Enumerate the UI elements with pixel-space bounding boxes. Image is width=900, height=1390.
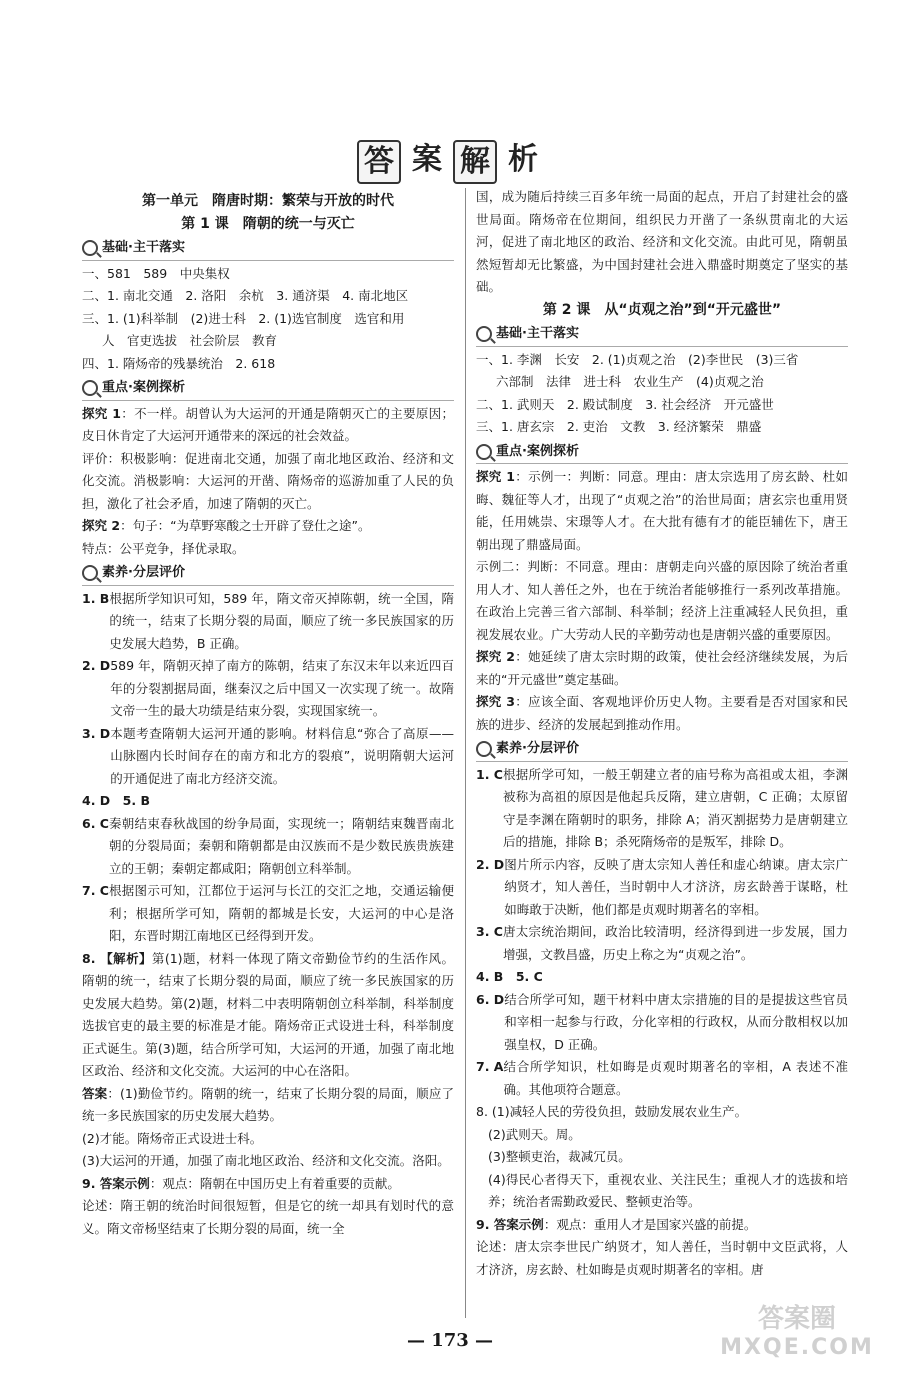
search-icon [82,380,98,396]
answer-item [82,655,454,723]
answer-text: 结合所学可知，题干材料中唐太宗措施的目的是提拔这些官员和宰相一起参与行政，分化宰相的行政权，从而分散相权以加强皇权，D 正确。 [504,991,848,1052]
explore-paragraph [476,646,848,691]
answer-label: 9. 答案示例 [476,1216,544,1232]
search-icon [82,565,98,581]
answer-item [476,921,848,966]
continued-paragraph: 国，成为随后持续三百多年统一局面的起点，开启了封建社会的盛世局面。隋炀帝在位期间，组织民力开凿了一条纵贯南北的大运河，促进了南北地区的政治、经济和文化交流。由此可见，隋朝虽然短暂却无比繁盛，为中国封建社会进入鼎盛时期奠定了坚实的基础。 [476,189,848,294]
answer-label: 9. 答案示例 [82,1175,150,1191]
section-label: 基础·主干落实 [496,326,579,341]
answer-number: 4. B 5. C [476,969,543,984]
explore-text: ：示例一：判断：同意。理由：唐太宗选用了房玄龄、杜如晦、魏征等人才，出现了“贞观之治”的治世局面；唐玄宗也重用贤能，任用姚崇、宋璟等人才。在大批有德有才的能臣辅佐下，唐王朝出现了鼎盛局面。 [476,469,848,552]
right-column [476,186,848,1281]
section-header-quality [476,738,848,762]
basic-line: 一、1. 李渊 长安 2. (1)贞观之治 (2)李世民 (3)三省 [476,351,799,367]
answer-text: (3)整顿吏治，裁减冗员。 [488,1149,631,1164]
basic-line: 六部制 法律 进士科 农业生产 (4)贞观之治 [496,374,764,389]
answer-number: 3. D [82,725,111,741]
explore-text: ：应该全面、客观地评价历史人物。主要看是否对国家和民族的进步、经济的发展起到推动作用。 [476,694,848,732]
explore-text: ：不一样。胡曾认为大运河的开通是隋朝灭亡的主要原因；皮日休肯定了大运河开通带来的深远的社会效益。 [82,405,454,443]
unit-title: 第一单元 隋唐时期：繁荣与开放的时代 [142,193,394,209]
section-header-basic [82,237,454,261]
lesson-title: 第 1 课 隋朝的统一与灭亡 [181,215,355,232]
basic-line: 三、1. (1)科举制 (2)进士科 2. (1)选官制度 选官和用 [82,310,405,326]
explore-label: 探究 1 [476,469,515,484]
answer-number: 8. 【解析】 [82,950,152,966]
evaluation-paragraph: 评价：积极影响：促进南北交通，加强了南北地区政治、经济和文化交流。消极影响：大运河的开凿、隋炀帝的巡游加重了人民的负担，激化了社会矛盾，加速了隋朝的灭亡。 [82,450,454,511]
basic-line: 一、581 589 中央集权 [82,265,230,281]
answer-text: 秦朝结束春秋战国的纷争局面，实现统一；隋朝结束魏晋南北朝的分裂局面；秦朝和隋朝都是由汉族而不是少数民族贵族建立的王朝；秦朝定都咸阳；隋朝创立科举制。 [108,815,454,876]
explore-label: 探究 1 [82,405,121,421]
answer-item [82,1083,454,1128]
answer-number: 7. A [476,1059,504,1074]
section-label: 素养·分层评价 [496,741,579,756]
explore-label: 探究 2 [476,649,515,664]
answer-text: 8. (1)减轻人民的劳役负担，鼓励发展农业生产。 [476,1104,748,1119]
search-icon [476,741,492,757]
answer-text: (2)才能。隋炀帝正式设进士科。 [82,1130,263,1146]
answer-item [82,1173,454,1196]
title-char: 案 [412,142,442,177]
answer-item [476,1214,848,1237]
answer-item [476,989,848,1057]
explore-paragraph [476,691,848,736]
page-number: — 173 — [406,1330,494,1351]
explore-paragraph [82,403,454,448]
answer-number: 6. C [82,815,109,831]
answer-item [476,1056,848,1101]
section-label: 素养·分层评价 [102,565,185,580]
answer-text: 论述：唐太宗李世民广纳贤才，知人善任，当时朝中文臣武将，人才济济，房玄龄、杜如晦是贞观时期著名的宰相。唐 [476,1239,848,1277]
answer-number: 4. D 5. B [82,793,150,808]
watermark-url: MXQE.COM [720,1335,874,1360]
watermark-logo [712,1298,882,1378]
answer-number: 2. D [82,658,111,673]
search-icon [82,240,98,256]
answer-text: 根据所学可知，一般王朝建立者的庙号称为高祖或太祖，李渊被称为高祖的原因是他起兵反隋，建立唐朝，C 正确；太原留守是李渊在隋朝时的职务，排除 A；消灭割据势力是唐朝建立后的措施，排除 B；杀死隋炀帝的是叛军，排除 D。 [502,766,848,849]
answer-text: 唐太宗统治期间，政治比较清明，经济得到进一步发展，国力增强，文教昌盛，历史上称之为“贞观之治”。 [502,924,848,962]
explore-label: 探究 3 [476,694,515,709]
explore-label: 探究 2 [82,518,121,533]
answer-text: 本题考查隋朝大运河开通的影响。材料信息“弥合了高原——山脉圈内长时间存在的南方和北方的裂痕”，说明隋朝大运河的开通促进了南北方经济交流。 [110,725,454,786]
explore-text: ：她延续了唐太宗时期的政策，使社会经济继续发展，为后来的“开元盛世”奠定基础。 [476,649,848,687]
answer-item [82,813,454,881]
explore-paragraph [476,466,848,556]
answer-text: 结合所学知识，杜如晦是贞观时期著名的宰相，A 表述不准确。其他项符合题意。 [503,1059,848,1097]
section-header-focus [82,377,454,401]
explore-text: ：句子：“为草野寒酸之士开辟了登仕之途”。 [120,518,371,533]
basic-line: 三、1. 唐玄宗 2. 吏治 文教 3. 经济繁荣 鼎盛 [476,419,762,434]
answer-item [82,588,454,656]
section-label: 重点·案例探析 [102,380,185,395]
search-icon [476,326,492,342]
section-header-focus [476,441,848,465]
explore-paragraph [82,515,454,538]
answer-number: 3. C [476,924,503,939]
title-char: 答 [357,140,401,184]
basic-line: 二、1. 武则天 2. 殿试制度 3. 社会经济 开元盛世 [476,396,774,412]
answer-text: ：(1)勤俭节约。隋朝的统一，结束了长期分裂的局面，顺应了统一多民族国家的历史发展大趋势。 [82,1085,454,1123]
section-header-quality [82,562,454,586]
basic-line: 人 官吏选拔 社会阶层 教育 [102,333,278,348]
answer-item [82,723,454,791]
answer-text: ：观点：重用人才是国家兴盛的前提。 [543,1216,757,1232]
lesson-title: 第 2 课 从“贞观之治”到“开元盛世” [542,301,782,318]
answer-text: 图片所示内容，反映了唐太宗知人善任和虚心纳谏。唐太宗广纳贤才，知人善任，当时朝中人才济济，房玄龄善于谋略，杜如晦敢于决断，他们都是贞观时期著名的宰相。 [504,856,848,917]
answer-text: (3)大运河的开通，加强了南北地区政治、经济和文化交流。洛阳。 [82,1153,450,1168]
section-label: 重点·案例探析 [496,443,579,459]
answer-text: (4)得民心者得天下，重视农业、关注民生；重视人才的选拔和培养；统治者需勤政爱民、整顿吏治等。 [488,1171,848,1209]
answer-item [476,764,848,854]
title-char: 解 [453,140,497,184]
basic-line: 二、1. 南北交通 2. 洛阳 余杭 3. 通济渠 4. 南北地区 [82,288,409,303]
answer-label: 答案 [82,1085,108,1101]
column-divider [465,188,466,1318]
page-title [0,140,900,184]
answer-text: 论述：隋王朝的统治时间很短暂，但是它的统一却具有划时代的意义。隋文帝杨坚结束了长期分裂的局面，统一全 [82,1198,454,1236]
answer-item [82,948,454,1083]
section-header-basic [476,323,848,347]
watermark-text: 答案圈 [757,1304,836,1334]
basic-line: 四、1. 隋炀帝的残暴统治 2. 618 [82,355,276,371]
title-char: 析 [508,142,538,177]
section-label: 基础·主干落实 [102,240,185,255]
answer-item [82,880,454,948]
search-icon [476,444,492,460]
example-paragraph: 示例二：判断：不同意。理由：唐朝走向兴盛的原因除了统治者重用人才、知人善任之外，也在于统治者能够推行一系列改革措施。在政治上完善三省六部制、科举制；经济上注重减轻人民负担，重视发展农业。广大劳动人民的辛勤劳动也是唐朝兴盛的重要原因。 [476,559,848,642]
left-column [82,188,454,1240]
answer-text: 根据图示可知，江都位于运河与长江的交汇之地，交通运输便利；根据所学可知，隋朝的都城是长安，大运河的中心是洛阳，东晋时期江南地区已经得到开发。 [108,883,454,943]
answer-number: 6. D [476,991,505,1007]
answer-text: 第(1)题，材料一体现了隋文帝勤俭节约的生活作风。隋朝的统一，结束了长期分裂的局面，顺应了统一多民族国家的历史发展大趋势。第(2)题，材料二中表明隋朝创立科举制，科举制度选拔官吏的最主要的标准是才能。隋炀帝正式设进士科，科举制度正式诞生。第(3)题，结合所学可知，大运河的开通，加强了南北地区政治、经济和文化交流。大运河的中心在洛阳。 [82,950,454,1078]
answer-item [476,854,848,922]
answer-number: 7. C [82,883,109,898]
feature-paragraph: 特点：公平竞争，择优录取。 [82,540,245,556]
answer-text: (2)武则天。周。 [488,1126,581,1142]
answer-text: ：观点：隋朝在中国历史上有着重要的贡献。 [149,1175,400,1191]
answer-item [82,790,454,813]
answer-number: 1. B [82,590,110,606]
answer-text: 589 年，隋朝灭掉了南方的陈朝，结束了东汉末年以来近四百年的分裂割据局面，继秦汉之后中国又一次实现了统一。故隋文帝一生的最大功绩是结束分裂，实现国家统一。 [110,658,454,718]
answer-number: 1. C [476,766,503,782]
answer-number: 2. D [476,856,505,872]
answer-item [476,966,848,989]
answer-text: 根据所学知识可知，589 年，隋文帝灭掉陈朝，统一全国，隋的统一，结束了长期分裂的局面，顺应了统一多民族国家的历史发展大趋势，B 正确。 [109,590,454,651]
